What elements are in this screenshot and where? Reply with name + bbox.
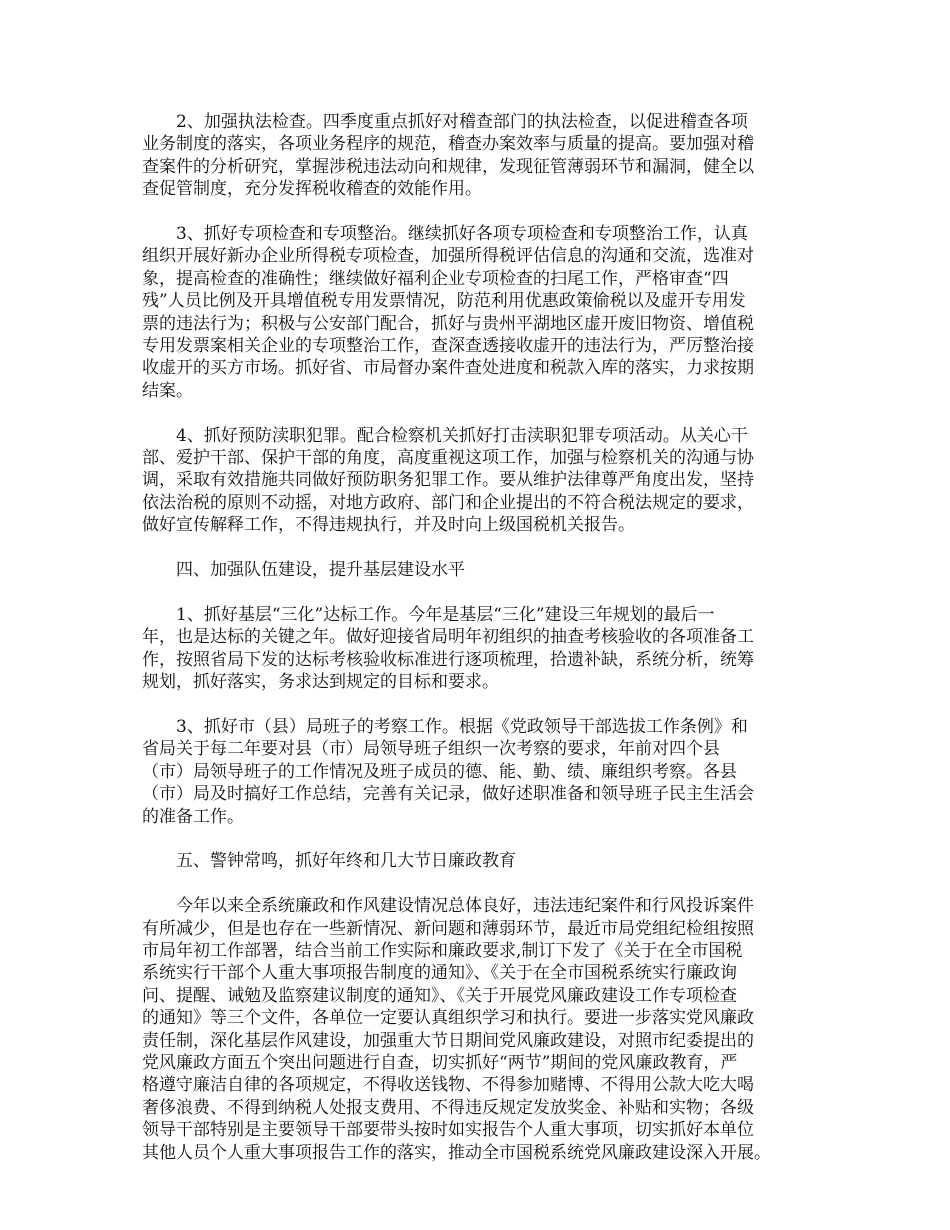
text-line: （市）局及时搞好工作总结，完善有关记录，做好述职准备和领导班子民主生活会 <box>142 784 754 805</box>
text-line: 票的违法行为；积极与公安部门配合，抓好与贵州平湖地区虚开废旧物资、增值税 <box>142 313 754 334</box>
section-heading <box>142 559 822 581</box>
text-line: 的准备工作。 <box>142 806 244 827</box>
text-line: 结案。 <box>142 380 193 401</box>
text-line: 党风廉政方面五个突出问题进行自查，切实抓好“两节”期间的党风廉政教育，严 <box>142 1052 738 1073</box>
paragraph <box>142 604 822 694</box>
text-line: 组织开展好新办企业所得税专项检查，加强所得税评估信息的沟通和交流，选准对 <box>142 246 754 267</box>
text-line: 今年以来全系统廉政和作风建设情况总体良好，违法违纪案件和行风投诉案件 <box>176 896 754 917</box>
paragraph <box>142 111 822 201</box>
text-line: 责任制，深化基层作风建设，加强重大节日期间党风廉政建设，对照市纪委提出的 <box>142 1030 754 1051</box>
text-line: 做好宣传解释工作，不得违规执行，并及时向上级国税机关报告。 <box>142 515 635 536</box>
text-line: 四、加强队伍建设，提升基层建设水平 <box>176 560 465 581</box>
text-line: 查促管制度，充分发挥税收稽查的效能作用。 <box>142 179 482 200</box>
paragraph <box>142 223 822 402</box>
text-line: 3、抓好专项检查和专项整治。继续抓好各项专项检查和专项整治工作，认真 <box>176 224 748 245</box>
text-line: （市）局领导班子的工作情况及班子成员的德、能、勤、绩、廉组织考察。各县 <box>142 761 737 782</box>
text-line: 系统实行干部个人重大事项报告制度的通知》、《关于在全市国税系统实行廉政询 <box>142 963 737 984</box>
text-line: 省局关于每二年要对县（市）局领导班子组织一次考察的要求，年前对四个县 <box>142 739 720 760</box>
text-line: 象，提高检查的准确性；继续做好福利企业专项检查的扫尾工作，严格审查“四 <box>142 268 729 289</box>
text-line: 3、抓好市（县）局班子的考察工作。根据《党政领导干部选拔工作条例》和 <box>176 716 748 737</box>
paragraph <box>142 425 822 537</box>
text-line: 4、抓好预防渎职犯罪。配合检察机关抓好打击渎职犯罪专项活动。从关心干 <box>176 425 748 446</box>
text-line: 五、警钟常鸣，抓好年终和几大节日廉政教育 <box>176 851 516 872</box>
text-line: 残”人员比例及开具增值税专用发票情况，防范利用优惠政策偷税以及虚开专用发 <box>142 291 746 312</box>
text-line: 业务制度的落实，各项业务程序的规范，稽查办案效率与质量的提高。要加强对稽 <box>142 134 754 155</box>
text-line: 有所减少，但是也存在一些新情况、新问题和薄弱环节，最近市局党组纪检组按照 <box>142 918 754 939</box>
text-line: 问、提醒、诫勉及监察建议制度的通知》、《关于开展党风廉政建设工作专项检查 <box>142 985 737 1006</box>
paragraph <box>142 895 822 1164</box>
text-line: 格遵守廉洁自律的各项规定，不得收送钱物、不得参加赌博、不得用公款大吃大喝 <box>142 1075 754 1096</box>
text-line: 其他人员个人重大事项报告工作的落实，推动全市国税系统党风廉政建设深入开展。 <box>142 1142 771 1163</box>
text-line: 2、加强执法检查。四季度重点抓好对稽查部门的执法检查，以促进稽查各项 <box>176 112 748 132</box>
document-page <box>142 111 822 1186</box>
text-line: 部、爱护干部、保护干部的角度，高度重视这项工作，加强与检察机关的沟通与协 <box>142 448 754 469</box>
text-line: 依法治税的原则不动摇，对地方政府、部门和企业提出的不符合税法规定的要求， <box>142 492 754 513</box>
text-line: 专用发票案相关企业的专项整治工作，查深查透接收虚开的违法行为，严厉整治接 <box>142 336 754 357</box>
text-line: 年，也是达标的关键之年。做好迎接省局明年初组织的抽查考核验收的各项准备工 <box>142 627 754 648</box>
text-line: 收虚开的买方市场。抓好省、市局督办案件查处进度和税款入库的落实，力求按期 <box>142 358 754 379</box>
text-line: 领导干部特别是主要领导干部要带头按时如实报告个人重大事项，切实抓好本单位 <box>142 1120 754 1141</box>
text-line: 调，采取有效措施共同做好预防职务犯罪工作。要从维护法律尊严角度出发，坚持 <box>142 470 754 491</box>
text-line: 作，按照省局下发的达标考核验收标准进行逐项梳理，拾遗补缺，系统分析，统筹 <box>142 649 754 670</box>
text-line: 1、抓好基层“三化”达标工作。今年是基层“三化”建设三年规划的最后一 <box>176 604 715 625</box>
text-line: 规划，抓好落实，务求达到规定的目标和要求。 <box>142 672 499 693</box>
section-heading <box>142 850 822 872</box>
text-line: 的通知》等三个文件，各单位一定要认真组织学习和执行。要进一步落实党风廉政 <box>142 1008 754 1029</box>
paragraph <box>142 716 822 828</box>
text-line: 奢侈浪费、不得到纳税人处报支费用、不得违反规定发放奖金、补贴和实物；各级 <box>142 1097 754 1118</box>
text-line: 市局年初工作部署，结合当前工作实际和廉政要求,制订下发了《关于在全市国税 <box>142 940 743 961</box>
text-line: 查案件的分析研究，掌握涉税违法动向和规律，发现征管薄弱环节和漏洞，健全以 <box>142 156 754 177</box>
